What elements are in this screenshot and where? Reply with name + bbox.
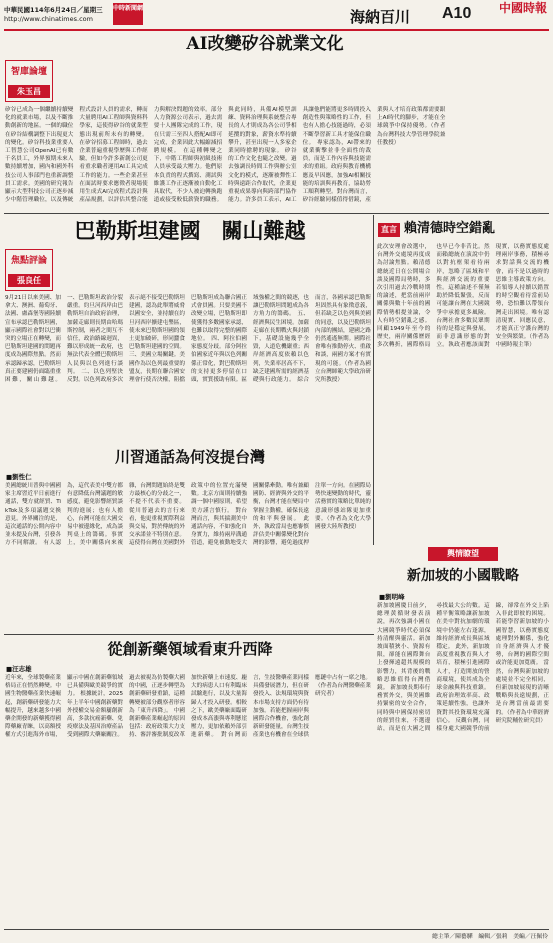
author-tag: 張良任 xyxy=(8,274,50,287)
headline-trump-xi-call: 川習通話為何沒提台灣 xyxy=(114,448,265,466)
issue-date: 中華民國114年6月24日／星期三 xyxy=(4,6,103,14)
author-byline xyxy=(379,592,405,601)
author-name: 汪志雄 xyxy=(12,665,32,673)
page-number: A10 xyxy=(442,5,472,22)
column-label-opinion: 輿情瞭望 xyxy=(428,547,498,561)
article-body-cont xyxy=(375,33,547,210)
byline-bullet: ■ xyxy=(379,593,386,601)
headline-singapore: 新加坡的小國戰略 xyxy=(407,568,519,584)
headline-palestine: 巴勒斯坦建國 關山難越 xyxy=(74,218,306,243)
column-label-zhiyan: 直言 xyxy=(378,223,400,237)
author-byline xyxy=(6,472,32,481)
column-box-think-tank xyxy=(5,60,53,102)
brand-logo: 中國時報 xyxy=(498,1,547,15)
author-tag: 朱玉昌 xyxy=(8,85,50,98)
article-body: 美國總統川普與中國國家主席習近平日前進行通話，雙方就經貿、TikTok及多項議題交換意見。外界關注的是，這次通話的公開內容中並未提及台灣，引發各方不同解讀。 有人認為，這代表美中雙方都有意降低台灣議題的敏感度，避免影響經貿談判的進展；也有人擔心，台灣可能在大國交易中被邊緣化，成為談判桌上的籌碼。事實上，美中關係向來複雜，台灣問題始終是雙方最核心的分歧之一，不提不代表不重要。 從川普過去的言行來看，他更重視實際利益與交易，對於傳統的外交承諾並不特別在意。這使得台灣在美國對外政策中的位置充滿變數。北京方面則持續強調一個中國原則，希望美方謹言慎行。 對台灣而言，與其揣測美中通話內容，不如強化自身實力，維持兩岸溝通管道，避免被動地受大國關係牽動。唯有兼顧國防、經濟與外交的平衡，台灣才能在變局中掌握主動權，確保長遠的和平與發展。 此外，執政當局也應審慎評估美中關係變化對台灣的影響，避免過度押注單一方向。在國際局勢快速變動的時代，靈活務實的策略比單純的意識形態站隊更加重要。（作者為文化大學國發大陸所教授） xyxy=(5,483,371,547)
headline-ai-silicon-valley: AI改變矽谷就業文化 xyxy=(186,34,344,54)
divider xyxy=(4,634,374,635)
byline-bullet: ■ xyxy=(6,473,13,481)
column-label: 焦點評論 xyxy=(10,256,47,266)
article-body: 矽谷已成為一個繼續持續變化的就業市場，以及不斷推動創新的地區。一個的職位在矽谷結構調整下出現更大的變化。矽谷科技業重要人工智慧公司OpenAI已有數千名員工，外界預期未來人數持續增加，國內和國外科技公司人事部門也重新調整員工需求。美國的研究報告顯示大型科技公司正逐步減少中階管理職位，以及傳統程式設計人員的需求，轉而大量聘用AI工程師與資料科學家，這使得矽谷的就業型態出現前所未有的轉變。 在矽谷招募工程師時，過去企業普遍重視學歷與工作經驗，但如今許多新創公司更看重求職者運用AI工具完成工作的能力。一些企業甚至在面試時要求應徵者現場使用生成式AI完成程式設計與產品規劃，以評估其整合能力與解決問題的效率。部分人力資源公司表示，過去需要十人團隊完成的工作，現在只需三至四人搭配AI即可完成，企業因此大幅縮減招聘規模。 在這種轉變之下，中階工程師與初級技術人員承受最大壓力。他們原本負責的程式撰寫、測試與維護工作正逐漸被自動化工具取代，不少人被迫轉換跑道或接受較低薪資的職務。與此同時，具備AI模型訓練、資料治理與系統整合專長的人才則成為各公司爭相延攬的對象，薪資水準持續攀升，甚至出現一人多家企業同時搶聘的現象。 矽谷的工作文化也隨之改變。過去強調長時間工作與辦公室文化的模式，逐漸被彈性工時與遠距合作取代，企業更重視成果導向與跨部門協作能力。許多員工表示，AI工具讓他們能將更多時間投入創造性與策略性的工作，但也有人擔心技能過時，必須不斷學習新工具才能保住職位。 專家認為，AI帶來的就業衝擊並非全面性的裁員，而是工作內容與技能需求的重組。政府與教育機構應及早因應，加強AI相關技能的培訓與再教育，協助勞工順利轉型。對台灣而言，矽谷經驗同樣值得借鏡，產業與人才培育政策都需要跟上AI時代的腳步，才能在全球競爭中保持優勢。（作者為台灣科技大學管理學院兼任教授） xyxy=(5,107,446,204)
article-body: 9月21日以來美國、加拿大、澳洲、葡萄牙、法國、盧森堡等國陸續宣布承認巴勒斯坦國，顯示國際社會對以巴衝突的立場正在轉變，而巴勒斯坦建國的問題再度成為國際焦點。然而承認歸承認，巴勒斯坦真正要建國仍面臨重重困難，關山難越。 一、巴勒斯坦政治分裂嚴重。約旦河西岸由巴勒斯坦自治政府治理，加薩走廊則長期由哈瑪斯控制，兩者之間互不信任，政治路線迥異，難以形成統一政府，也無法代表全體巴勒斯坦人民與以色列進行談判。 二、以色列堅決反對。以色列政府多次表示絕不接受巴勒斯坦建國，認為此舉將威脅以國安全，並持續在約旦河西岸擴建屯墾區，使未來巴勒斯坦國的領土更加破碎，形同蠶食巴勒斯坦建國的空間。 三、美國立場關鍵。美國作為以色列最重要的盟友，長期在聯合國安理會行使否決權，阻擋巴勒斯坦成為聯合國正式會員國。只要美國不改變立場，巴勒斯坦即使獲得多數國家承認，也難以取得完整的國際地位。 四、阿拉伯國家態度分歧。部分阿拉伯國家近年與以色列關係正常化，對巴勒斯坦的支持更多停留在口頭，實質援助有限。區域強權之間的競逐，也讓巴勒斯坦問題成為各方角力的籌碼。 五、經濟與民生困境。加薩走廊在長期戰火與封鎖下，基礎設施幾乎全毀，人道危機嚴重；西岸經濟高度依賴以色列，失業率居高不下，缺乏建國所需的經濟基礎與行政能力。 綜合而言，各國承認巴勒斯坦固然具有象徵意義，但若缺乏以色列與美國的同意，以及巴勒斯坦內部的團結，建國之路仍然遙遙無期。國際社會唯有推動停火、重啟和談，兩國方案才有實現的可能。（作者為國立台灣師範大學政治研究所教授） xyxy=(5,295,371,384)
column-box-focus xyxy=(5,249,53,291)
article-body: 近年來，全球製藥產業格局正在悄然轉變。中國生物醫藥產業快速崛起，創新藥研發能力大幅提升，越來越多中國藥企開發的新藥獲得國際藥廠青睞，以高額授權方式引進海外市場，顯示中國在創新藥領域已具備與歐美競爭的實力。 根據統計，2025年上半年中國創新藥對外授權交易金額屢創新高，多款抗癌新藥、免疫療法及基因治療產品受到國際大藥廠關注。過去被視為仿製藥大國的中國，正逐步轉型為創新藥研發重鎮，這種轉變被部分觀察者形容為「東升西降」。 中國創新藥產業崛起的原因包括：政府政策大力支持、審評審批制度改革加快新藥上市速度、龐大的病患人口有利臨床試驗進行，以及大量海歸人才投入研發。相較之下，歐美藥廠面臨研發成本高漲與專利懸崖壓力，更加依賴外部引進新藥。 對台灣而言，生技醫藥產業同樣具備發展潛力，但在研發投入、法規環境與資本市場支持方面仍有待加強。若能把握兩岸與國際合作機會，強化創新研發能量，台灣生技產業也有機會在全球供應鏈中占有一席之地。（作者為台灣醫藥產業研究者） xyxy=(5,675,371,739)
author-name: 劉性仁 xyxy=(12,473,32,481)
divider-vertical xyxy=(373,215,374,545)
small-logo: 中時新聞網 xyxy=(113,3,143,25)
article-body: 新加坡國慶日前夕，總理黃循財發表演說，再次強調小國在大國競爭時代必須保持清醒與靈活。新加坡面積狹小、資源有限，卻能在國際舞台上發揮遠超其規模的影響力，其背後的戰略思維值得台灣借鏡。 新加坡長期奉行務實外交，與美國維持緊密的安全合作，同時與中國保持密切的經貿往來，不選邊站，而是在大國之間尋找最大公約數。這種平衡策略讓新加坡在美中對抗加劇的環境中仍能左右逢源，維持經濟成長與區域穩定。 此外，新加坡高度重視教育與人才培育，積極引進國際人才，打造開放的營商環境，使其成為全球金融與科技重鎮。政府治理效率高、政策延續性強，也讓外資對其投資環境充滿信心。 反觀台灣，同樣身處大國競爭的前線，卻常在外交上陷入非此即彼的困境。若能學習新加坡的小國智慧，以務實態度處理對外關係，強化自身經濟與人才優勢，台灣的國際空間或許能更加寬廣。 當然，台灣與新加坡的處境並不完全相同，但新加坡展現的清晰戰略與長遠規劃，正是台灣當前最需要的。（作者為中華經濟研究院輔佐研究員） xyxy=(377,603,549,733)
masthead xyxy=(0,0,553,30)
article-body: 此次安理會改選中，台灣外交處境再度成為討論焦點。賴清德總統近日在公開場合談及國際局勢時，多次引用過去冷戰時期的論述，把當前兩岸關係與數十年前的國際情勢相提並論，令人有時空錯亂之感。 回顧1949年至今的歷史，兩岸關係歷經多次轉折，國際格局也早已今非昔比。然而賴總統在演說中仍以對抗框架看待兩岸，忽略了區域和平與經濟交流的重要性。這種論述不僅無助於降低緊張，反而可能讓台灣在大國競爭中承擔更多風險。 台灣社會多數民眾期待的是穩定與發展，而非意識形態的對立。執政者應該面對現實，以務實態度處理兩岸事務，積極尋求對話與交流的機會，而不是以過時的思維主導政策方向。 若領導人持續以錯置的時空觀看待當前局勢，恐怕難以帶領台灣走出困境。唯有認清現實、回應民意，才能真正守護台灣的安全與繁榮。（作者為中國時報主筆） xyxy=(377,244,549,349)
headline-innovative-drugs: 從創新藥領域看東升西降 xyxy=(107,640,273,658)
headline-lai: 賴清德時空錯亂 xyxy=(404,221,496,236)
website-url[interactable]: http://www.chinatimes.com xyxy=(4,15,93,23)
author-name: 劉明峰 xyxy=(385,593,405,601)
header-divider xyxy=(4,29,549,31)
footer-divider xyxy=(4,929,549,930)
column-label: 智庫論壇 xyxy=(10,67,47,77)
author-byline xyxy=(6,664,32,673)
divider xyxy=(4,213,549,214)
editorial-credits: 總主筆／陳藝驊 編輯／張莉 美編／汪佩伶 xyxy=(432,934,548,940)
section-name: 海納百川 xyxy=(350,8,411,26)
byline-bullet: ■ xyxy=(6,665,13,673)
